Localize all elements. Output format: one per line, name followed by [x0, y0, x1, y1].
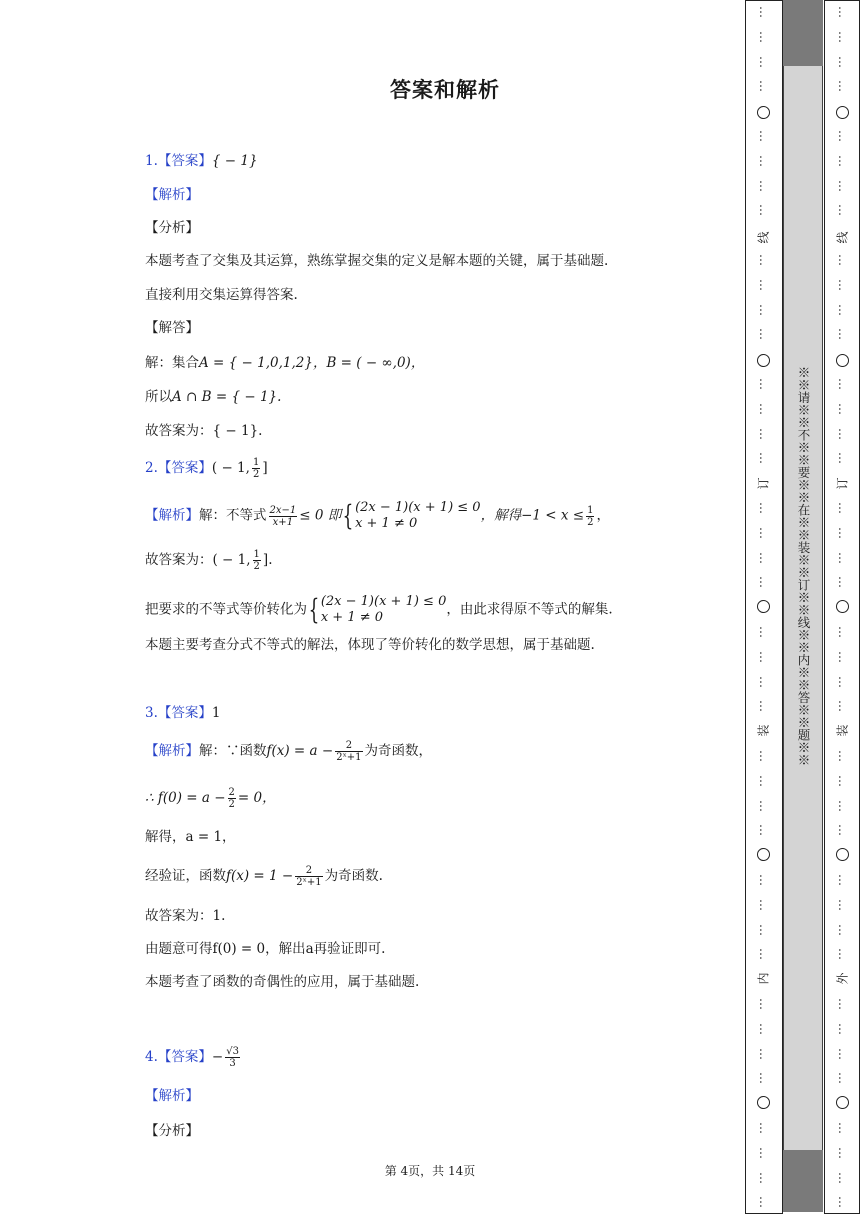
q2-frac-num: 2x−1: [269, 504, 297, 516]
q3-jiexi-line: [145, 740, 432, 763]
dotted-guide-mark: …: [757, 30, 771, 43]
dotted-guide-mark: …: [757, 55, 771, 68]
q2-transform-system: [321, 594, 447, 626]
binding-label: 线: [756, 231, 771, 244]
q3-summary: 本题考查了函数的奇偶性的应用，属于基础题.: [145, 974, 420, 990]
q3-sol2-num: 2: [228, 787, 235, 798]
q3-solution-line-6: 由题意可得f(0) = 0，解出a再验证即可.: [145, 941, 386, 957]
binding-hole-circle: [836, 848, 849, 861]
q3-solution-line-3: 解得，a = 1，: [145, 829, 236, 845]
q2-sol-mid: ≤ 0 即: [299, 507, 342, 524]
dotted-guide-mark: …: [757, 874, 771, 886]
binding-hole-circle: [757, 106, 770, 119]
dotted-guide-mark: …: [757, 303, 771, 316]
dotted-guide-mark: …: [836, 1171, 850, 1184]
dotted-guide-mark: …: [757, 179, 771, 192]
binding-label: 外: [835, 972, 850, 985]
dotted-guide-mark: …: [757, 254, 771, 266]
q2-answer-restated: [145, 549, 272, 572]
dotted-guide-mark: …: [836, 700, 850, 713]
dotted-guide-mark: …: [757, 824, 771, 837]
dotted-guide-mark: …: [757, 452, 771, 465]
dotted-guide-mark: …: [757, 750, 771, 762]
q3-sol2-suffix: = 0，: [237, 790, 276, 806]
dotted-guide-mark: …: [836, 1196, 850, 1209]
dotted-guide-mark: …: [757, 799, 771, 812]
dotted-guide-mark: …: [757, 700, 771, 713]
dotted-guide-mark: …: [757, 1171, 771, 1184]
dotted-guide-mark: …: [836, 154, 850, 167]
binding-label: 线: [835, 231, 850, 244]
dotted-guide-mark: …: [836, 402, 850, 415]
left-brace: {: [308, 593, 320, 626]
q3-sol4-num: 2: [295, 865, 322, 877]
q2-res-den: 2: [587, 516, 594, 528]
dotted-guide-mark: …: [757, 1196, 771, 1209]
dotted-guide-mark: …: [757, 1072, 771, 1085]
q3-sol1-den: 2ˣ+1: [336, 752, 362, 763]
q2-result-fraction: [586, 505, 594, 528]
q2-transform-suffix: ，由此求得原不等式的解集.: [446, 601, 613, 618]
dotted-guide-mark: …: [836, 774, 850, 787]
q2-answer-restated-fraction: [253, 549, 261, 572]
q2-answer-restated-prefix: 故答案为：( − 1,: [145, 552, 251, 568]
q1-solution-line-1: [145, 353, 424, 373]
q2-transform-sys-2: x + 1 ≠ 0: [320, 610, 384, 625]
dotted-guide-mark: …: [757, 1122, 771, 1134]
dotted-guide-mark: …: [836, 874, 850, 886]
left-brace: {: [342, 499, 354, 532]
q2-transform-prefix: 把要求的不等式等价转化为: [145, 601, 307, 618]
dotted-guide-mark: …: [757, 130, 771, 142]
dotted-guide-mark: …: [836, 576, 850, 589]
binding-hole-circle: [757, 354, 770, 367]
q2-answer-restated-num: 1: [253, 549, 260, 560]
dotted-guide-mark: …: [757, 80, 771, 93]
dotted-guide-mark: …: [836, 502, 850, 514]
binding-hole-circle: [836, 106, 849, 119]
dotted-guide-mark: …: [836, 898, 850, 911]
dotted-guide-mark: …: [836, 1146, 850, 1159]
q1-jiexi-label: 【解析】: [145, 187, 199, 203]
binding-hole-circle: [757, 1096, 770, 1109]
q3-sol1-fraction: [335, 740, 362, 763]
q2-answer-num: 1: [252, 457, 260, 468]
dotted-guide-mark: …: [836, 130, 850, 142]
dotted-guide-mark: …: [836, 179, 850, 192]
dotted-guide-mark: …: [836, 278, 850, 291]
q2-transform-sys-1: (2x − 1)(x + 1) ≤ 0: [320, 594, 447, 609]
q3-answer-label: 3.【答案】: [145, 705, 212, 721]
q3-sol4-fraction: [295, 865, 322, 888]
binding-label: 订: [835, 477, 850, 490]
q2-transform-line: [145, 594, 613, 626]
dotted-guide-mark: …: [757, 774, 771, 787]
q1-sol2-math: A ∩ B = { − 1}.: [172, 389, 282, 405]
q2-answer-suffix: ]: [262, 460, 268, 476]
dotted-guide-mark: …: [836, 254, 850, 266]
dotted-guide-mark: …: [836, 551, 850, 564]
q2-sys-line-1: (2x − 1)(x + 1) ≤ 0: [355, 500, 481, 515]
dotted-guide-mark: …: [836, 1122, 850, 1134]
q3-sol4-den: 2ˣ+1: [296, 877, 322, 888]
q2-system: [355, 500, 481, 532]
dotted-guide-mark: …: [757, 675, 771, 688]
strip-bottom-block: [783, 1150, 823, 1212]
q2-jiexi-label: 【解析】: [145, 507, 199, 524]
q1-fenxi-text: 本题考查了交集及其运算，熟练掌握交集的定义是解本题的关键，属于基础题.: [145, 253, 609, 269]
q4-fenxi-label: 【分析】: [145, 1123, 199, 1139]
dotted-guide-mark: …: [757, 526, 771, 539]
dotted-guide-mark: …: [836, 30, 850, 43]
page-title: 答案和解析: [390, 78, 500, 102]
q1-sol1-prefix: 解：集合: [145, 355, 199, 371]
q3-sol2-fraction: [228, 787, 236, 810]
binding-label: 内: [756, 972, 771, 985]
q1-answer-label: 1.【答案】: [145, 153, 212, 169]
q1-fenxi-label: 【分析】: [145, 220, 199, 236]
dotted-guide-mark: …: [836, 303, 850, 316]
q3-sol1-num: 2: [335, 740, 362, 752]
dotted-guide-mark: …: [836, 650, 850, 663]
binding-label: 装: [756, 724, 771, 737]
q3-sol4-suffix: 为奇函数.: [324, 868, 383, 884]
q2-answer-label: 2.【答案】: [145, 460, 212, 476]
q3-sol1-prefix: 解：∵函数: [199, 743, 267, 759]
dotted-guide-mark: …: [836, 427, 850, 440]
dotted-guide-mark: …: [836, 1072, 850, 1085]
dotted-guide-mark: …: [836, 378, 850, 390]
q3-sol1-suffix: 为奇函数，: [364, 743, 433, 759]
q2-sys-line-2: x + 1 ≠ 0: [355, 516, 418, 531]
q1-answer-value: { − 1}: [211, 153, 258, 169]
q3-sol2-math: ∴ f(0) = a −: [145, 790, 226, 806]
dotted-guide-mark: …: [836, 824, 850, 837]
q3-sol4-prefix: 经验证，函数: [145, 868, 226, 884]
q2-res-num: 1: [587, 504, 594, 516]
dotted-guide-mark: …: [757, 1146, 771, 1159]
q1-solution-line-2: [145, 387, 281, 407]
dotted-guide-mark: …: [757, 427, 771, 440]
q4-answer-fraction: [225, 1046, 240, 1069]
q1-sol1-math: A = { − 1,0,1,2}，B = ( − ∞,0)，: [199, 355, 425, 371]
dotted-guide-mark: …: [757, 402, 771, 415]
q3-sol2-den: 2: [228, 799, 235, 810]
binding-hole-circle: [757, 600, 770, 613]
dotted-guide-mark: …: [757, 1022, 771, 1035]
q1-jieda-label: 【解答】: [145, 320, 199, 336]
q2-jiexi-line: [145, 500, 610, 532]
dotted-guide-mark: …: [836, 948, 850, 961]
dotted-guide-mark: …: [757, 502, 771, 514]
dotted-guide-mark: …: [836, 1047, 850, 1060]
q3-sol1-math: f(x) = a −: [266, 743, 334, 759]
binding-hole-circle: [836, 354, 849, 367]
dotted-guide-mark: …: [757, 378, 771, 390]
q2-frac-den: x+1: [272, 516, 294, 528]
dotted-guide-mark: …: [836, 675, 850, 688]
q2-answer-den: 2: [252, 469, 260, 480]
dotted-guide-mark: …: [836, 80, 850, 93]
q1-sol2-prefix: 所以: [145, 389, 172, 405]
q3-answer-line: [145, 703, 220, 723]
dotted-guide-mark: …: [757, 576, 771, 589]
q4-answer-num: √3: [226, 1046, 239, 1057]
q2-answer-fraction: [252, 457, 260, 480]
q3-jiexi-label: 【解析】: [145, 743, 199, 759]
no-answer-warning: ※※请※※不※※要※※在※※装※※订※※线※※内※※答※※题※※: [796, 366, 811, 766]
q2-summary: 本题主要考查分式不等式的解法，体现了等价转化的数学思想，属于基础题.: [145, 637, 595, 653]
q3-solution-line-4: [145, 865, 383, 888]
dotted-guide-mark: …: [757, 998, 771, 1010]
dotted-guide-mark: …: [757, 1047, 771, 1060]
dotted-guide-mark: …: [836, 6, 850, 18]
binding-hole-circle: [836, 1096, 849, 1109]
dotted-guide-mark: …: [757, 923, 771, 936]
q2-inequality-fraction: [269, 505, 298, 528]
dotted-guide-mark: …: [757, 626, 771, 638]
dotted-guide-mark: …: [836, 998, 850, 1010]
q4-answer-prefix: −: [211, 1049, 224, 1065]
q1-method-text: 直接利用交集运算得答案.: [145, 287, 298, 303]
dotted-guide-mark: …: [836, 1022, 850, 1035]
q4-answer-label: 4.【答案】: [145, 1049, 212, 1065]
q4-jiexi-label: 【解析】: [145, 1088, 199, 1104]
dotted-guide-mark: …: [757, 898, 771, 911]
q2-answer-restated-suffix: ].: [262, 552, 273, 568]
q4-answer-den: 3: [229, 1058, 236, 1069]
dotted-guide-mark: …: [836, 55, 850, 68]
dotted-guide-mark: …: [836, 799, 850, 812]
binding-hole-circle: [836, 600, 849, 613]
dotted-guide-mark: …: [836, 750, 850, 762]
dotted-guide-mark: …: [836, 328, 850, 341]
dotted-guide-mark: …: [757, 650, 771, 663]
q3-solution-line-5: 故答案为：1.: [145, 908, 226, 924]
q3-solution-line-2: [145, 787, 276, 810]
q2-answer-line: [145, 457, 268, 480]
binding-label: 装: [835, 724, 850, 737]
dotted-guide-mark: …: [757, 154, 771, 167]
dotted-guide-mark: …: [836, 526, 850, 539]
dotted-guide-mark: …: [836, 452, 850, 465]
dotted-guide-mark: …: [836, 204, 850, 217]
q2-res-suffix: ，: [596, 507, 610, 524]
strip-top-block: [783, 0, 823, 66]
q2-sol-result: ，解得−1 < x ≤: [480, 507, 585, 524]
q1-solution-line-3: 故答案为：{ − 1}.: [145, 423, 263, 439]
dotted-guide-mark: …: [836, 626, 850, 638]
dotted-guide-mark: …: [757, 328, 771, 341]
q4-answer-line: [145, 1046, 242, 1069]
binding-hole-circle: [757, 848, 770, 861]
q1-answer-line: [145, 151, 258, 171]
page-footer: 第 4页，共 14页: [384, 1164, 476, 1178]
dotted-guide-mark: …: [757, 204, 771, 217]
dotted-guide-mark: …: [757, 6, 771, 18]
dotted-guide-mark: …: [757, 551, 771, 564]
q3-answer-value: 1: [211, 705, 221, 721]
dotted-guide-mark: …: [836, 923, 850, 936]
dotted-guide-mark: …: [757, 948, 771, 961]
dotted-guide-mark: …: [757, 278, 771, 291]
binding-label: 订: [756, 477, 771, 490]
q2-answer-prefix: ( − 1,: [211, 460, 250, 476]
q3-sol4-math: f(x) = 1 −: [226, 868, 294, 884]
q2-sol-prefix: 解：不等式: [199, 507, 267, 524]
q2-answer-restated-den: 2: [253, 561, 260, 572]
